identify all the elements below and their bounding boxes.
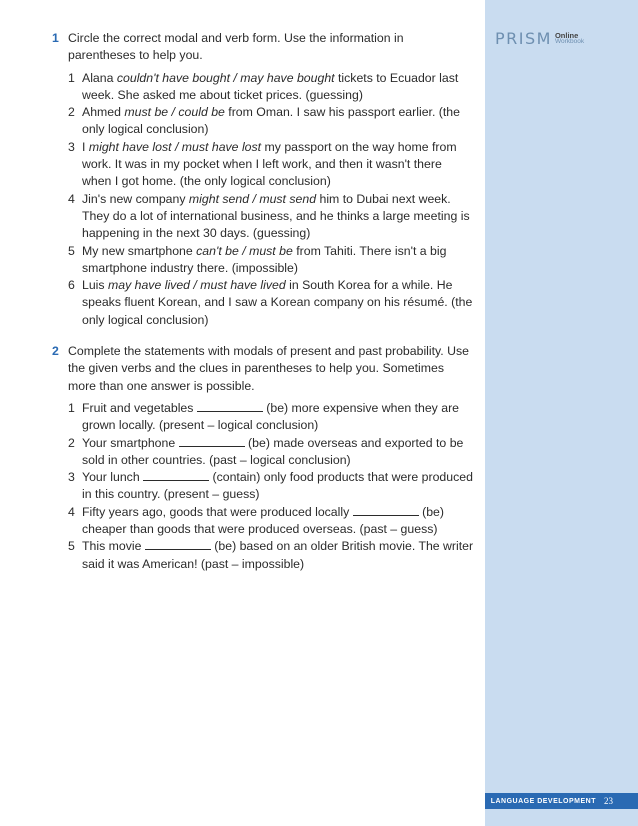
item-number: 4 bbox=[68, 504, 75, 519]
item-number: 5 bbox=[68, 243, 75, 258]
item-pre: I bbox=[82, 139, 89, 154]
item-options[interactable]: might send / must send bbox=[188, 191, 317, 206]
logo-wordmark: PRISM bbox=[495, 29, 552, 48]
item-options[interactable]: may have lived / must have lived bbox=[107, 278, 286, 293]
answer-blank[interactable] bbox=[145, 539, 211, 550]
item-text bbox=[82, 469, 474, 504]
exercise-item bbox=[68, 538, 474, 573]
exercise-number: 1 bbox=[52, 31, 59, 45]
item-post: (contain) only food products that were produced in this country. (present – guess) bbox=[82, 470, 473, 502]
logo-subtitle bbox=[555, 32, 584, 46]
item-post: from Oman. I saw his passport earlier. (the only logical conclusion) bbox=[82, 105, 460, 137]
exercise-instruction: Complete the statements with modals of present and past probability. Use the given verbs and the clues in parentheses to help you. Sometimes more than one answer is possible. bbox=[68, 344, 469, 393]
item-number: 5 bbox=[68, 539, 75, 554]
item-text bbox=[82, 504, 474, 539]
item-number: 1 bbox=[68, 70, 75, 85]
item-text bbox=[82, 139, 474, 191]
item-number: 6 bbox=[68, 278, 75, 293]
item-post: (be) based on an older British movie. The writer said it was American! (past – impossible) bbox=[82, 539, 474, 571]
item-pre: Your lunch bbox=[82, 470, 144, 485]
item-post: (be) made overseas and exported to be sold in other countries. (past – logical conclusion) bbox=[82, 435, 464, 467]
sidebar-panel bbox=[485, 0, 638, 826]
item-text bbox=[82, 400, 474, 435]
exercise-item bbox=[68, 139, 474, 191]
exercise-item bbox=[68, 70, 474, 105]
item-number: 2 bbox=[68, 435, 75, 450]
item-text bbox=[82, 70, 474, 105]
exercise-1 bbox=[52, 30, 474, 329]
exercise-number: 2 bbox=[52, 344, 59, 359]
item-pre: My new smartphone bbox=[82, 243, 197, 258]
answer-blank[interactable] bbox=[143, 470, 209, 481]
exercise-item bbox=[68, 504, 474, 539]
item-options[interactable]: might have lost / must have lost bbox=[88, 139, 262, 154]
exercise-body bbox=[68, 343, 474, 573]
page-content bbox=[52, 30, 474, 579]
item-post: (be) more expensive when they are grown locally. (present – logical conclusion) bbox=[82, 400, 460, 433]
item-pre: Fruit and vegetables bbox=[82, 400, 197, 415]
item-options[interactable]: must be / could be bbox=[124, 105, 225, 120]
item-pre: Alana bbox=[82, 70, 117, 85]
answer-blank[interactable] bbox=[353, 505, 419, 516]
item-pre: Fifty years ago, goods that were produced locally bbox=[82, 504, 353, 519]
exercise-item bbox=[68, 243, 474, 278]
exercise-item bbox=[68, 400, 474, 435]
item-pre: Luis bbox=[82, 278, 108, 293]
exercise-body bbox=[68, 30, 474, 329]
item-pre: Ahmed bbox=[82, 105, 125, 120]
item-post: in South Korea for a while. He speaks fluent Korean, and I saw a Korean company on his résumé. (the only logical conclusion) bbox=[82, 278, 473, 327]
prism-logo bbox=[495, 29, 584, 48]
item-text bbox=[82, 104, 474, 139]
section-label: LANGUAGE DEVELOPMENT bbox=[490, 797, 596, 805]
exercise-item bbox=[68, 191, 474, 243]
exercise-item bbox=[68, 469, 474, 504]
answer-blank[interactable] bbox=[197, 401, 263, 412]
item-text bbox=[82, 277, 474, 329]
exercise-2 bbox=[52, 343, 474, 573]
footer-bar bbox=[485, 793, 638, 809]
item-post: my passport on the way home from work. It was in my pocket when I left work, and then it wasn't there when I got home. (the only logical conclusion) bbox=[82, 139, 457, 189]
item-options[interactable]: couldn't have bought / may have bought bbox=[116, 70, 335, 85]
item-pre: Jin's new company bbox=[82, 191, 189, 206]
item-text bbox=[82, 191, 474, 243]
exercise-item bbox=[68, 435, 474, 470]
item-text bbox=[82, 243, 474, 278]
exercise-instruction: Circle the correct modal and verb form. Use the information in parentheses to help you. bbox=[68, 31, 404, 63]
item-post: tickets to Ecuador last week. She asked me about ticket prices. (guessing) bbox=[82, 70, 459, 102]
item-pre: Your smartphone bbox=[82, 435, 179, 450]
item-post: from Tahiti. There isn't a big smartphone industry there. (impossible) bbox=[82, 243, 447, 275]
item-options[interactable]: can't be / must be bbox=[196, 243, 293, 258]
exercise-item bbox=[68, 277, 474, 329]
page-number: 23 bbox=[604, 796, 613, 806]
item-number: 3 bbox=[68, 139, 75, 154]
item-number: 4 bbox=[68, 191, 75, 206]
item-text bbox=[82, 435, 474, 470]
item-post: (be) cheaper than goods that were produced overseas. (past – guess) bbox=[82, 504, 444, 537]
item-number: 3 bbox=[68, 470, 75, 485]
item-number: 2 bbox=[68, 105, 75, 120]
item-pre: This movie bbox=[82, 539, 145, 554]
item-text bbox=[82, 538, 474, 573]
exercise-item bbox=[68, 104, 474, 139]
answer-blank[interactable] bbox=[179, 436, 245, 447]
logo-online: Online bbox=[554, 30, 579, 40]
item-post: him to Dubai next week. They do a lot of international business, and he thinks a large meeting is happening in the next 30 days. (guessing) bbox=[82, 191, 470, 241]
item-number: 1 bbox=[68, 400, 75, 415]
logo-workbook: Workbook bbox=[554, 38, 585, 45]
